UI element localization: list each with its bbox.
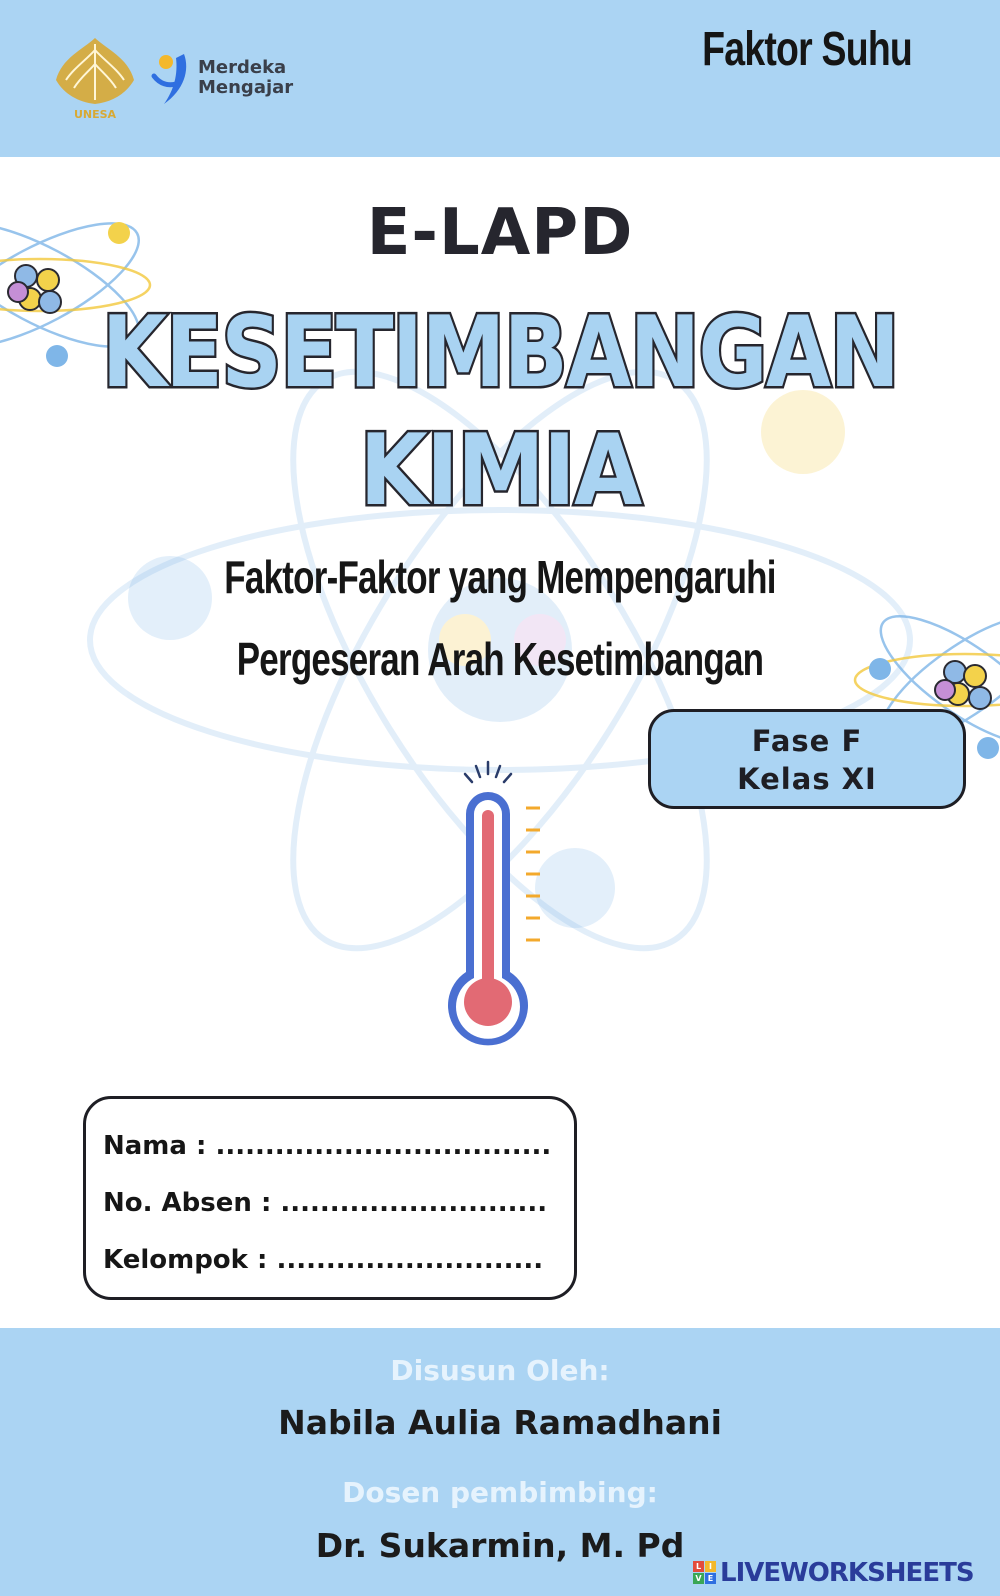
svg-text:UNESA: UNESA: [73, 108, 117, 121]
page-title-line2: KIMIA: [359, 414, 641, 528]
topic-label: Faktor Suhu: [702, 23, 912, 76]
merdeka-mengajar-wordmark: [198, 58, 293, 98]
merdeka-mengajar-logo: [150, 50, 200, 110]
class-label: Kelas XI: [737, 762, 877, 796]
logo-letter: I: [705, 1561, 716, 1572]
compiled-by-label: Disusun Oleh:: [390, 1354, 610, 1387]
phase-label: Fase F: [751, 724, 863, 758]
advisor-name: Dr. Sukarmin, M. Pd: [315, 1526, 685, 1565]
logo-letter: L: [693, 1561, 704, 1572]
liveworksheets-watermark: [693, 1558, 993, 1588]
merdeka-line: Merdeka: [198, 57, 287, 78]
subtitle-line1: Faktor-Faktor yang Mempengaruhi: [224, 551, 776, 603]
group-field[interactable]: Kelompok : ...........................: [103, 1245, 544, 1275]
unesa-logo: [52, 30, 138, 122]
attendance-number-field[interactable]: No. Absen : ...........................: [103, 1188, 548, 1218]
student-identity-box: [83, 1096, 577, 1300]
liveworksheets-logo-icon: [693, 1561, 717, 1585]
document-kicker: E-LAPD: [366, 196, 634, 270]
logo-letter: E: [705, 1573, 716, 1584]
name-field[interactable]: Nama : ..................................: [103, 1131, 552, 1161]
subtitle-line2: Pergeseran Arah Kesetimbangan: [236, 633, 764, 685]
page-title-line1: KESETIMBANGAN: [101, 296, 899, 410]
mengajar-line: Mengajar: [198, 77, 294, 98]
liveworksheets-text: LIVEWORKSHEETS: [720, 1558, 974, 1588]
advisor-label: Dosen pembimbing:: [342, 1476, 658, 1509]
author-name: Nabila Aulia Ramadhani: [278, 1403, 722, 1442]
logo-letter: V: [693, 1573, 704, 1584]
thermometer-icon: [438, 752, 558, 1062]
phase-badge: [648, 709, 966, 809]
